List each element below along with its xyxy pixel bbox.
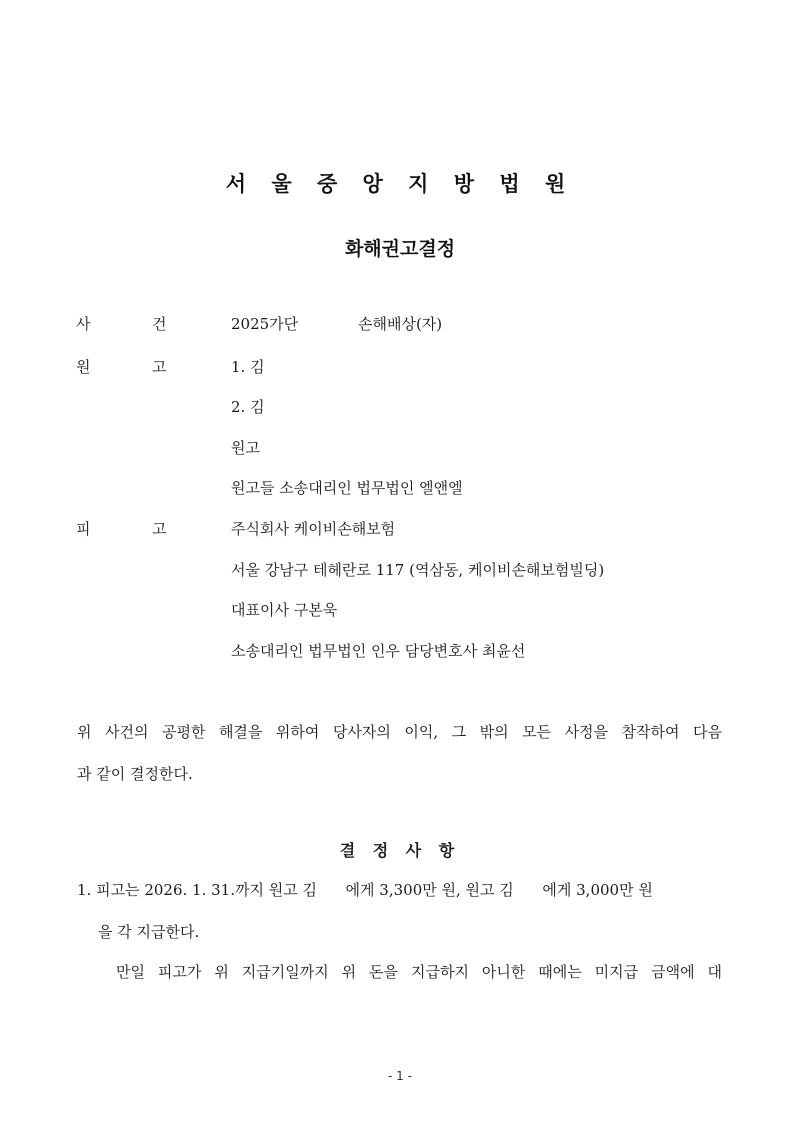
- preamble-line-2: 과 같이 결정한다.: [77, 765, 193, 783]
- defendant-counsel: 소송대리인 법무법인 인우 담당변호사 최윤선: [231, 642, 526, 660]
- court-name: 서 울 중 앙 지 방 법 원: [225, 172, 575, 196]
- defendant-address: 서울 강남구 테헤란로 117 (역삼동, 케이비손해보험빌딩): [231, 561, 605, 579]
- preamble-line-1: 위 사건의 공평한 해결을 위하여 당사자의 이익, 그 밖의 모든 사정을 참작하여 다음: [77, 723, 722, 741]
- decision-item-1-line-3: 만일 피고가 위 지급기일까지 위 돈을 지급하지 아니한 때에는 미지급 금액에 대: [116, 963, 722, 981]
- case-label-2: 건: [152, 315, 167, 333]
- case-label-1: 사: [76, 315, 91, 333]
- case-name: 손해배상(자): [358, 315, 443, 333]
- decision-item-1-line-2: 을 각 지급한다.: [98, 923, 200, 941]
- plaintiff-line-3: 원고: [231, 439, 260, 457]
- plaintiff-line-1: 1. 김: [231, 358, 265, 376]
- plaintiff-label-1: 원: [76, 358, 91, 376]
- plaintiff-counsel: 원고들 소송대리인 법무법인 엘앤엘: [231, 479, 463, 497]
- decision-section-title: 결 정 사 항: [339, 841, 461, 860]
- defendant-representative: 대표이사 구본욱: [231, 601, 338, 619]
- page-number: - 1 -: [388, 1069, 412, 1083]
- plaintiff-line-2: 2. 김: [231, 398, 265, 416]
- defendant-name: 주식회사 케이비손해보험: [231, 520, 396, 538]
- defendant-label-1: 피: [76, 520, 91, 538]
- plaintiff-label-2: 고: [152, 358, 167, 376]
- decision-item-1-line-1: 1. 피고는 2026. 1. 31.까지 원고 김 에게 3,300만 원, 원고 김 에게 3,000만 원: [77, 881, 653, 899]
- case-number: 2025가단: [231, 315, 299, 333]
- defendant-label-2: 고: [152, 520, 167, 538]
- document-title: 화해권고결정: [344, 238, 456, 260]
